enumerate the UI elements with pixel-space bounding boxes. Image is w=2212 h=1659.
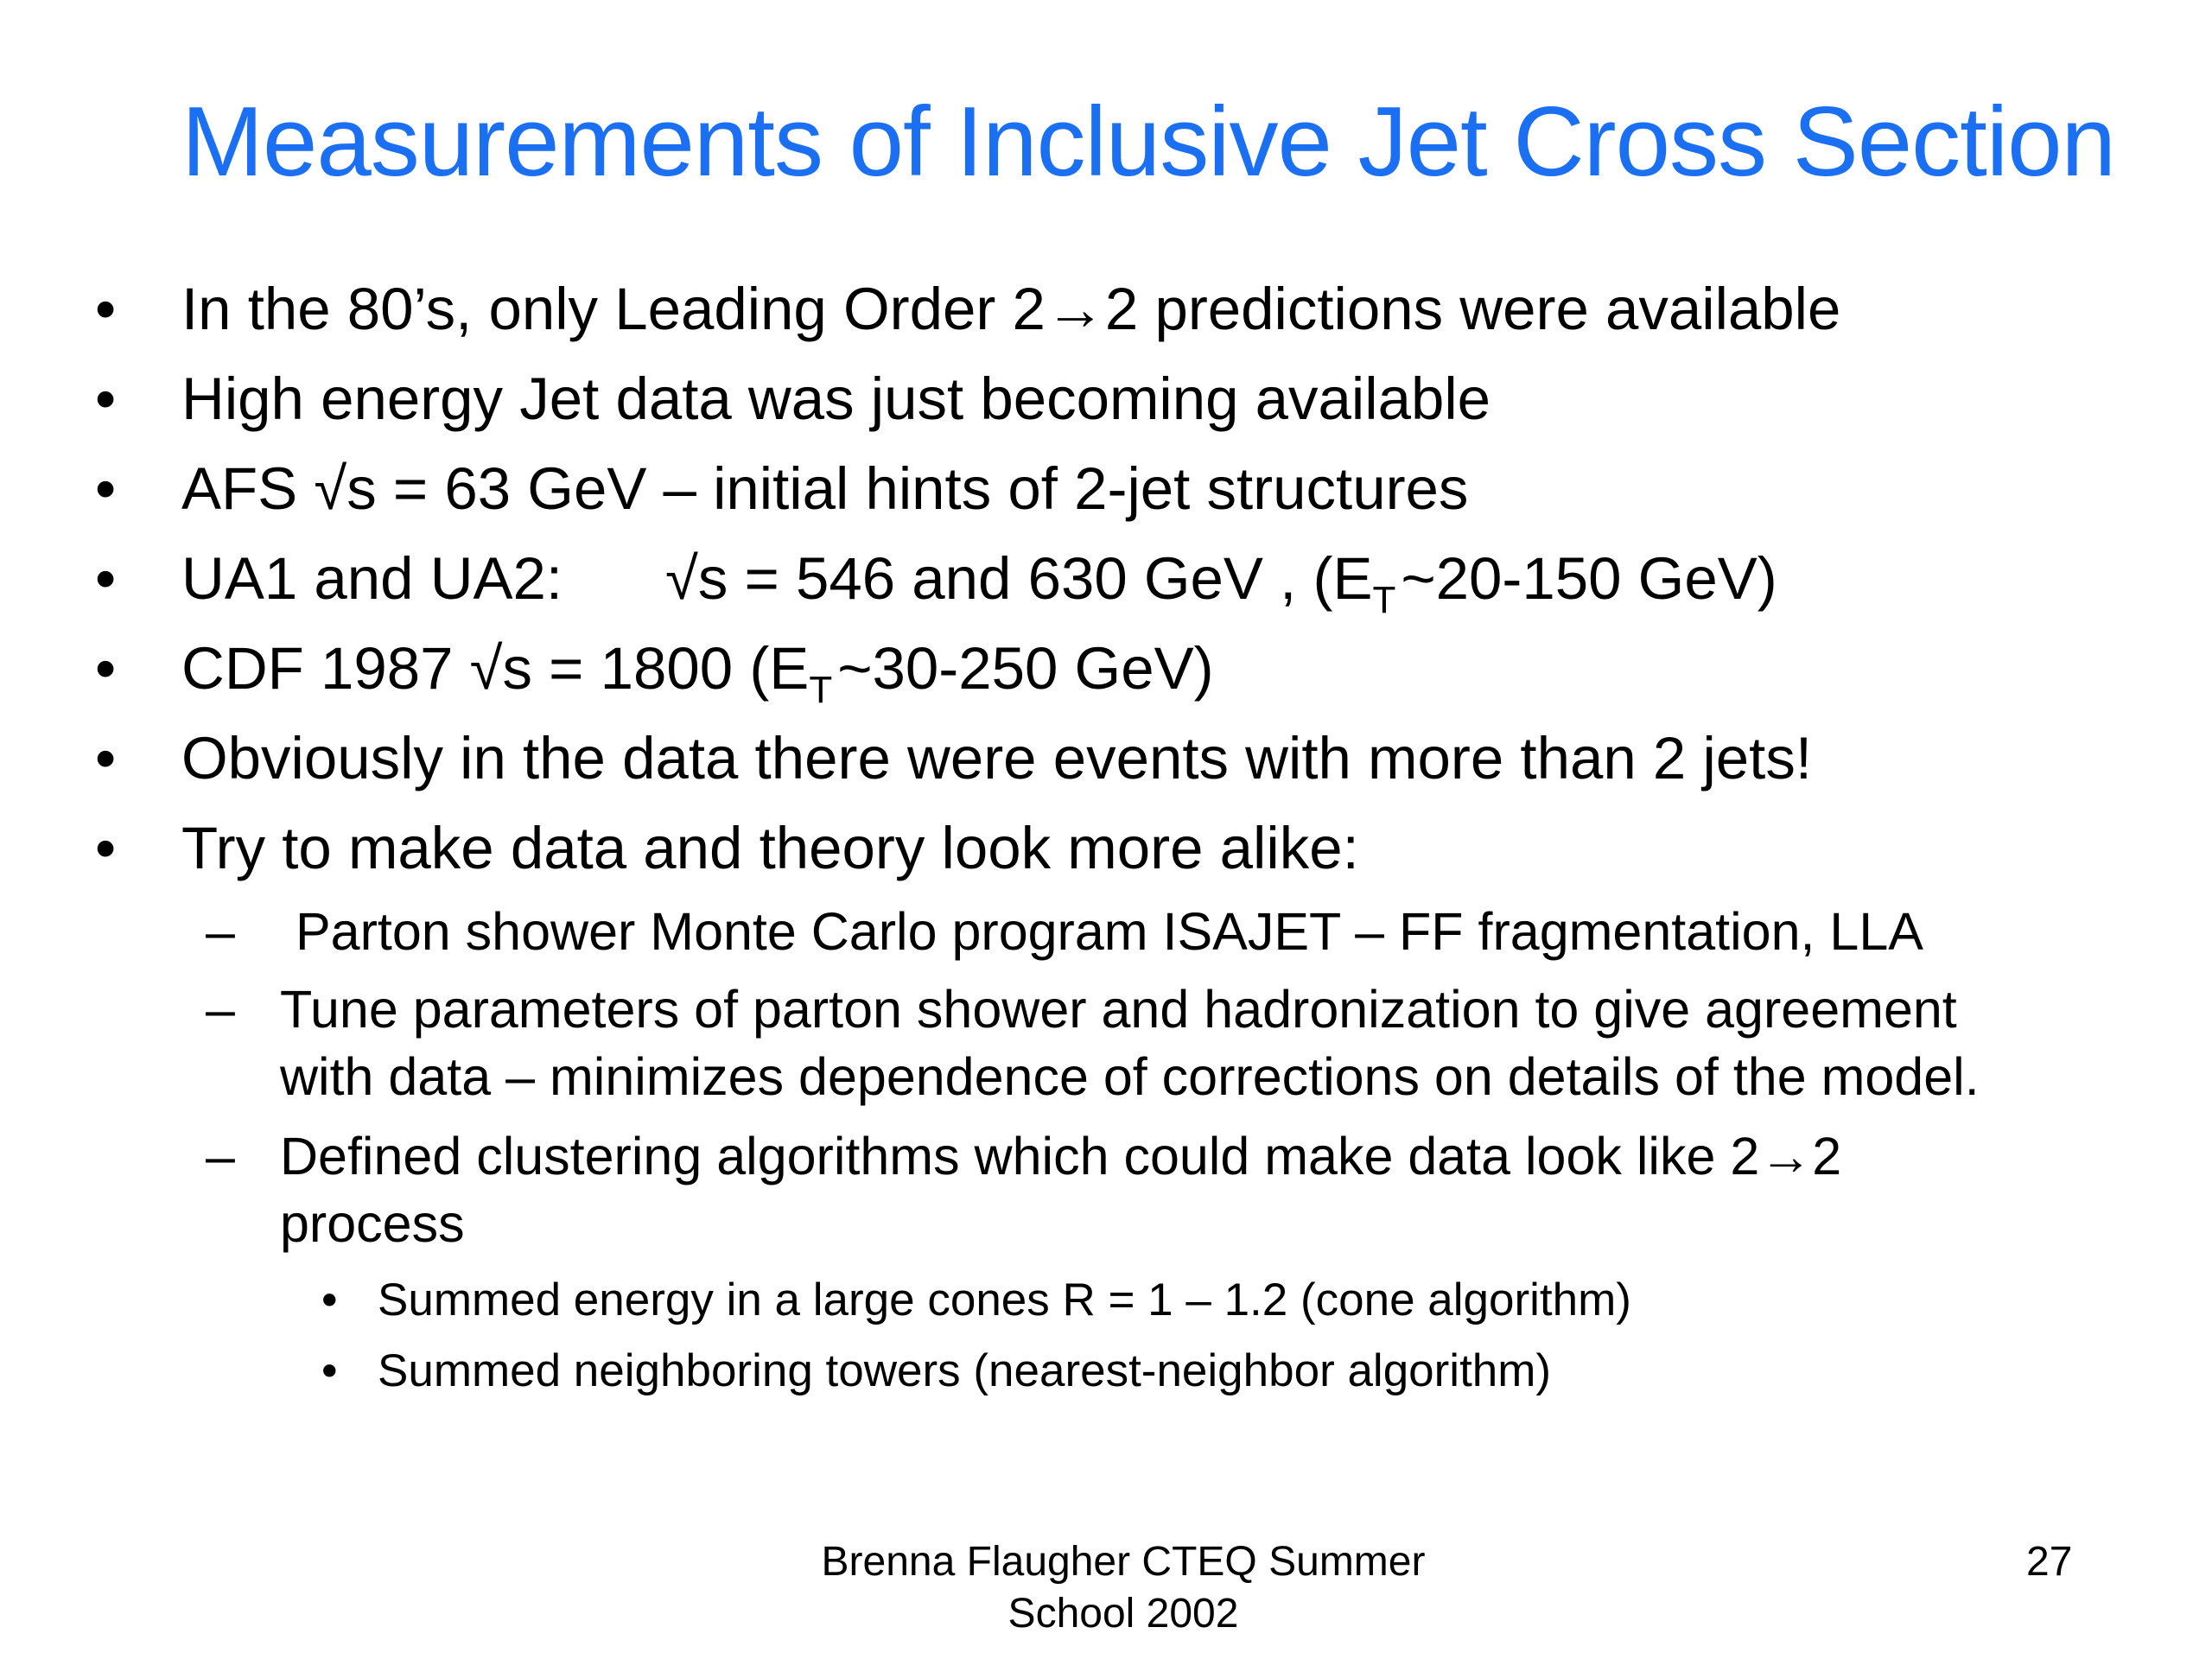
sub-bullet-text: Parton shower Monte Carlo program ISAJET – FF fragmentation, LLA [296,902,1923,961]
bullet-text: AFS √s = 63 GeV – initial hints of 2-jet structures [181,455,1469,522]
bullet-marker: • [95,815,117,881]
bullet-marker: • [95,545,117,612]
bullet-text: High energy Jet data was just becoming available [181,365,1491,432]
bullet-text-label: UA1 and UA2: [181,545,563,612]
sub-bullet-text: Defined clustering algorithms which could make data look like 2→2 [280,1127,1842,1185]
bullet-marker: • [321,1274,338,1325]
dash-marker: – [206,902,235,961]
slide-title: Measurements of Inclusive Jet Cross Section [181,87,2115,197]
bullet-marker: • [95,276,117,342]
subscript: T [1372,579,1396,621]
subscript: T [809,669,833,711]
page-number: 27 [2026,1539,2073,1585]
bullet-marker: • [95,635,117,702]
bullet-text: Obviously in the data there were events with more than 2 jets! [181,725,1812,791]
sub-bullet-text-continuation: with data – minimizes dependence of corrections on details of the model. [280,1047,1980,1106]
bullet-text: Try to make data and theory look more alike: [181,815,1359,881]
footer-line: School 2002 [1007,1591,1239,1637]
bullet-marker: • [95,455,117,522]
bullet-marker: • [95,365,117,432]
sub-bullet-text: Tune parameters of parton shower and hadronization to give agreement [280,980,1957,1039]
dash-marker: – [206,980,235,1039]
sub-bullet-text-continuation: process [280,1194,465,1253]
slide-footer [691,1536,1555,1640]
bullet-marker: • [321,1345,338,1396]
bullet-text: √s = 546 and 630 GeV , ($E_T\sim 20-150$ GeV) [665,545,1777,621]
bullet-text: In the 80’s, only Leading Order 2→2 predictions were available [181,276,1841,342]
sub-sub-bullet-text: Summed neighboring towers (nearest-neighbor algorithm) [378,1345,1552,1396]
dash-marker: – [206,1127,235,1185]
footer-line: Brenna Flaugher CTEQ Summer [821,1539,1426,1585]
sub-sub-bullet-text: Summed energy in a large cones R = 1 – 1.2 (cone algorithm) [378,1274,1631,1325]
bullet-marker: • [95,725,117,791]
bullet-text: CDF 1987 √s = 1800 ($E_T\sim 30-250$ GeV) [181,635,1214,711]
